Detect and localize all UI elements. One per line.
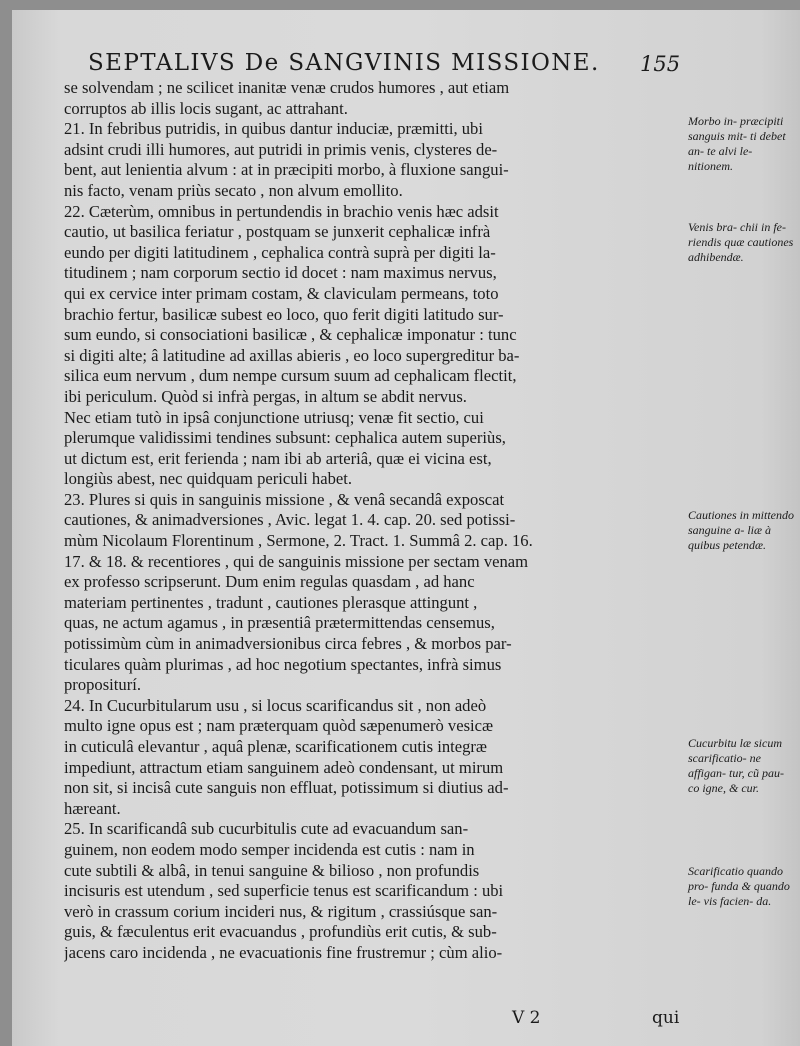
text-line: potissimùm cùm in animadversionibus circa febres , & morbos par- bbox=[64, 634, 512, 654]
text-line: quas, ne actum agamus , in præsentiâ prætermittendas censemus, bbox=[64, 613, 495, 633]
text-line: multo igne opus est ; nam præterquam quòd sæpenumerò vesicæ bbox=[64, 716, 494, 736]
text-line: guis, & fæculentus erit evacuandus , profundiùs erit cutis, & sub- bbox=[64, 922, 497, 942]
text-line: nis facto, venam priùs secato , non alvum emollito. bbox=[64, 180, 403, 200]
book-page bbox=[12, 10, 800, 1046]
margin-note: Scarificatio quando pro- funda & quando le- vis facien- da. bbox=[688, 864, 790, 908]
text-line: cautiones, & animadversiones , Avic. legat 1. 4. cap. 20. sed potissi- bbox=[64, 510, 516, 530]
text-line: non sit, si incisâ cute sanguis non effluat, potissimum si diutius ad- bbox=[64, 778, 509, 798]
text-line: ibi periculum. Quòd si infrà pergas, in altum se abdit nervus. bbox=[64, 386, 467, 406]
text-line: longiùs abest, nec quidquam periculi habet. bbox=[64, 469, 353, 489]
text-line: 24. In Cucurbitularum usu , si locus scarificandus sit , non adeò bbox=[64, 695, 487, 715]
text-line: ut dictum est, erit ferienda ; nam ibi ab arteriâ, quæ ei vicina est, bbox=[64, 448, 492, 468]
text-line: guinem, non eodem modo semper incidenda est cutis : nam in bbox=[64, 839, 475, 859]
text-line: ticulares quàm plurimas , ad hoc negotium spectantes, infrà simus bbox=[64, 654, 502, 674]
margin-note: Venis bra- chii in fe- riendis quæ cautiones adhibendæ. bbox=[688, 220, 794, 264]
text-line: jacens caro incidenda , ne evacuationis fine frustremur ; cùm alio- bbox=[64, 942, 503, 962]
text-line: hæreant. bbox=[64, 798, 121, 818]
text-line: materiam pertinentes , tradunt , cautiones plerasque attingunt , bbox=[64, 592, 478, 612]
page-number: 155 bbox=[640, 52, 681, 76]
text-line: 21. In febribus putridis, in quibus dantur induciæ, præmitti, ubi bbox=[64, 119, 483, 139]
text-line: 22. Cæterùm, omnibus in pertundendis in brachio venis hæc adsit bbox=[64, 201, 499, 221]
text-line: qui ex cervice inter primam costam, & claviculam permeans, toto bbox=[64, 283, 499, 303]
text-line: 17. & 18. & recentiores , qui de sanguinis missione per sectam venam bbox=[64, 551, 529, 571]
main-text bbox=[64, 78, 692, 964]
text-line: cute subtili & albâ, in tenui sanguine & bilioso , non profundis bbox=[64, 860, 480, 880]
text-line: corruptos ab illis locis sugant, ac attrahant. bbox=[64, 98, 348, 118]
margin-note: Morbo in- præcipiti sanguis mit- ti debet an- te alvi le- nitionem. bbox=[688, 114, 786, 173]
text-line: silica eum nervum , dum nempe cursum suum ad cephalicam flectit, bbox=[64, 366, 517, 386]
text-line: se solvendam ; ne scilicet inanitæ venæ crudos humores , aut etiam bbox=[64, 78, 510, 97]
text-line: in cuticulâ elevantur , aquâ plenæ, scarificationem cutis integræ bbox=[64, 737, 487, 756]
margin-note: Cucurbitu læ sicum scarificatio- ne affigan- tur, cũ pau- co igne, & cur. bbox=[688, 736, 784, 795]
running-head: SEPTALIVS De SANGVINIS MISSIONE. bbox=[88, 50, 600, 76]
text-line: ex professo scripserunt. Dum enim regulas quasdam , ad hanc bbox=[64, 572, 475, 592]
text-line: plerumque validissimi tendines subsunt: cephalica autem superiùs, bbox=[64, 428, 506, 448]
text-line: brachio fertur, basilicæ subest eo loco, quo ferit digiti latitudo sur- bbox=[64, 304, 504, 324]
text-line: 25. In scarificandâ sub cucurbitulis cute ad evacuandum san- bbox=[64, 819, 469, 839]
text-line: adsint crudi illi humores, aut putridi in primis venis, clysteres de- bbox=[64, 139, 498, 159]
margin-note: Cautiones in mittendo sanguine a- liæ à quibus petendæ. bbox=[688, 508, 794, 552]
text-line: 23. Plures si quis in sanguinis missione , & venâ secandâ exposcat bbox=[64, 489, 505, 509]
catchword: qui bbox=[652, 1008, 680, 1028]
text-line: verò in crassum corium incideri nus, & rigitum , crassiúsque san- bbox=[64, 901, 498, 921]
text-line: Nec etiam tutò in ipsâ conjunctione utriusq; venæ fit sectio, cui bbox=[64, 407, 484, 427]
text-line: incisuris est utendum , sed superficie tenus est scarificandum : ubi bbox=[64, 881, 504, 901]
text-line: eundo per digiti latitudinem , cephalica contrà suprà per digiti la- bbox=[64, 242, 496, 262]
text-line: titudinem ; nam corporum sectio id docet : nam maximus nervus, bbox=[64, 263, 497, 283]
text-line: bent, aut lenientia alvum : at in præcipiti morbo, à fluxione sangui- bbox=[64, 160, 509, 180]
text-line: mùm Nicolaum Florentinum , Sermone, 2. Tract. 1. Summâ 2. cap. 16. bbox=[64, 531, 533, 551]
signature-mark: V 2 bbox=[512, 1008, 541, 1028]
text-line: impediunt, attractum etiam sanguinem adeò condensant, ut mirum bbox=[64, 757, 504, 777]
text-line: propositurí. bbox=[64, 675, 141, 695]
text-line: sum eundo, si consociationi basilicæ , & cephalicæ imponatur : tunc bbox=[64, 325, 517, 345]
text-line: si digiti alte; â latitudine ad axillas abieris , eo loco supergreditur ba- bbox=[64, 345, 520, 365]
text-line: cautio, ut basilica feriatur , postquam se junxerit cephalicæ infrà bbox=[64, 222, 491, 242]
